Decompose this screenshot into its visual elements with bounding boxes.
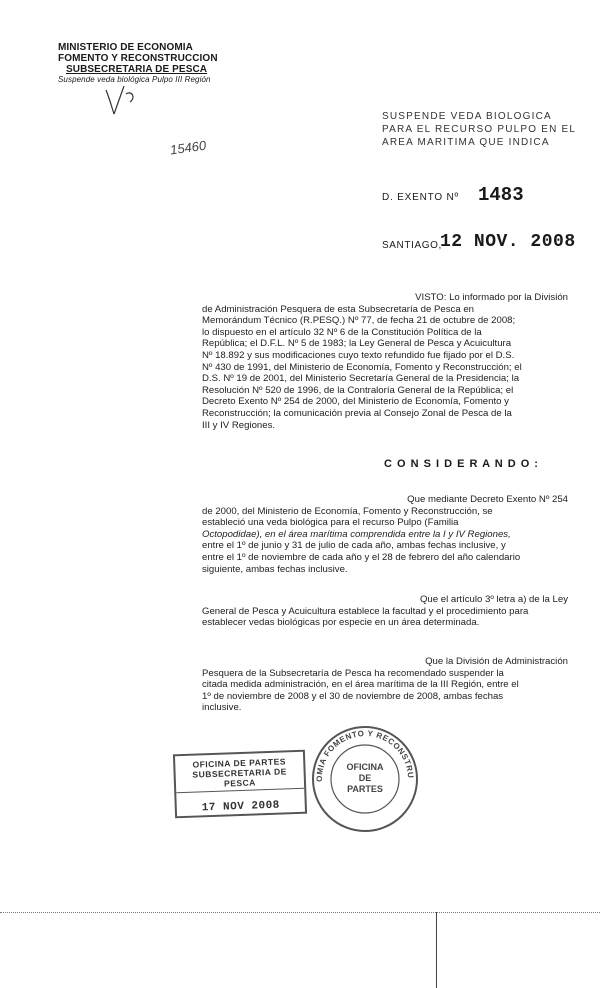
paragraph-line: Que el artículo 3º letra a) de la Ley xyxy=(419,594,568,605)
subject-line-1: SUSPENDE VEDA BIOLOGICA xyxy=(382,111,552,122)
paragraph-line: Octopodidae), en el área marítima comprendida entre la I y IV Regiones, xyxy=(202,528,511,540)
handwritten-reference-number: 15460 xyxy=(169,137,208,158)
visto-line: Nº 18.892 y sus modificaciones cuyo texto refundido fue fijado por el D.S. xyxy=(202,349,515,361)
paragraph-line: inclusive. xyxy=(202,702,242,714)
date-stamp: 12 NOV. 2008 xyxy=(440,232,576,252)
letterhead xyxy=(58,42,218,84)
page-fold-line xyxy=(0,912,600,913)
considerando-paragraph-3 xyxy=(202,656,568,714)
visto-line: Memorándum Técnico (R.PESQ.) Nº 77, de fecha 21 de octubre de 2008; xyxy=(202,315,516,327)
visto-line: Nº 430 de 1991, del Ministerio de Economía, Fomento y Reconstrucción; el xyxy=(202,361,522,373)
considerando-paragraph-1 xyxy=(202,494,568,575)
visto-line: III y IV Regiones. xyxy=(202,419,276,431)
page-edge-line xyxy=(436,912,437,988)
subject-line-2: PARA EL RECURSO PULPO EN EL xyxy=(382,124,577,135)
visto-line: Resolución Nº 520 de 1996, de la Contraloría General de la República; el xyxy=(202,384,514,396)
paragraph-line: 1º de noviembre de 2008 y el 30 de noviembre de 2008, ambas fechas xyxy=(202,690,504,702)
stamp-line-1: OFICINA DE PARTES xyxy=(192,756,287,770)
seal-center xyxy=(310,762,420,795)
seal-center-line-3: PARTES xyxy=(347,784,383,794)
visto-line: Reconstrucción; la comunicación previa al Consejo Zonal de Pesca de la xyxy=(202,407,512,419)
seal-center-line-1: OFICINA xyxy=(346,762,384,772)
letterhead-annotation: Suspende veda biológica Pulpo III Región xyxy=(58,75,211,84)
paragraph-line: Pesquera de la Subsecretaría de Pesca ha recomendado suspender la xyxy=(202,667,504,679)
visto-line: de Administración Pesquera de esta Subsecretaría de Pesca en xyxy=(202,303,474,315)
visto-line: Decreto Exento Nº 254 de 2000, del Ministerio de Economía, Fomento y xyxy=(202,396,509,408)
paragraph-line: entre el 1º de noviembre de cada año y el 28 de febrero del año calendario xyxy=(202,551,521,563)
decree-number: 1483 xyxy=(478,184,524,206)
visto-line: lo dispuesto en el artículo 32 Nº 6 de la Constitución Política de la xyxy=(202,326,482,338)
decree-label: D. EXENTO Nº xyxy=(382,192,459,203)
paragraph-line: establecer vedas biológicas por especie en un área determinada. xyxy=(202,617,480,629)
stamp-line-2: SUBSECRETARIA DE PESCA xyxy=(175,766,304,793)
stamp-received-date: 17 NOV 2008 xyxy=(201,799,281,815)
paragraph-line: de 2000, del Ministerio de Economía, Fomento y Reconstrucción, se xyxy=(202,505,493,517)
considerando-paragraph-2 xyxy=(202,594,568,629)
visto-line: República; el D.F.L. Nº 5 de 1983; la Ley General de Pesca y Acuicultura xyxy=(202,338,512,350)
paragraph-line: estableció una veda biológica para el recurso Pulpo (Familia xyxy=(202,517,459,529)
subject-line-3: AREA MARITIMA QUE INDICA xyxy=(382,137,550,148)
seal-ring-text: OMIA FOMENTO Y RECONSTRU xyxy=(314,728,416,782)
visto-line: VISTO: Lo informado por la División xyxy=(415,292,568,303)
letterhead-ministry: MINISTERIO DE ECONOMIA xyxy=(58,42,193,53)
paragraph-line: General de Pesca y Acuicultura establece la facultad y el procedimiento para xyxy=(202,605,529,617)
paragraph-line: entre el 1º de junio y 31 de julio de cada año, ambas fechas inclusive, y xyxy=(202,540,506,552)
official-seal xyxy=(310,724,420,834)
letterhead-subsecretaria: SUBSECRETARIA DE PESCA xyxy=(66,64,208,75)
visto-paragraph xyxy=(202,292,568,431)
letterhead-ministry-2: FOMENTO Y RECONSTRUCCION xyxy=(58,53,218,64)
handwritten-initials xyxy=(100,80,160,120)
paragraph-line: siguiente, ambas fechas inclusive. xyxy=(202,563,348,575)
subject-block xyxy=(382,110,576,149)
visto-line: D.S. Nº 19 de 2001, del Ministerio Secretaría General de la Presidencia; la xyxy=(202,373,520,385)
paragraph-line: Que la División de Administración xyxy=(425,656,568,667)
place-label: SANTIAGO, xyxy=(382,240,442,251)
paragraph-line: Que mediante Decreto Exento Nº 254 xyxy=(407,494,568,505)
paragraph-line: citada medida administración, en el área marítima de la III Región, entre el xyxy=(202,679,519,691)
considerando-heading: C O N S I D E R A N D O : xyxy=(384,458,539,470)
oficina-partes-stamp xyxy=(173,750,307,819)
seal-center-line-2: DE xyxy=(358,773,372,783)
